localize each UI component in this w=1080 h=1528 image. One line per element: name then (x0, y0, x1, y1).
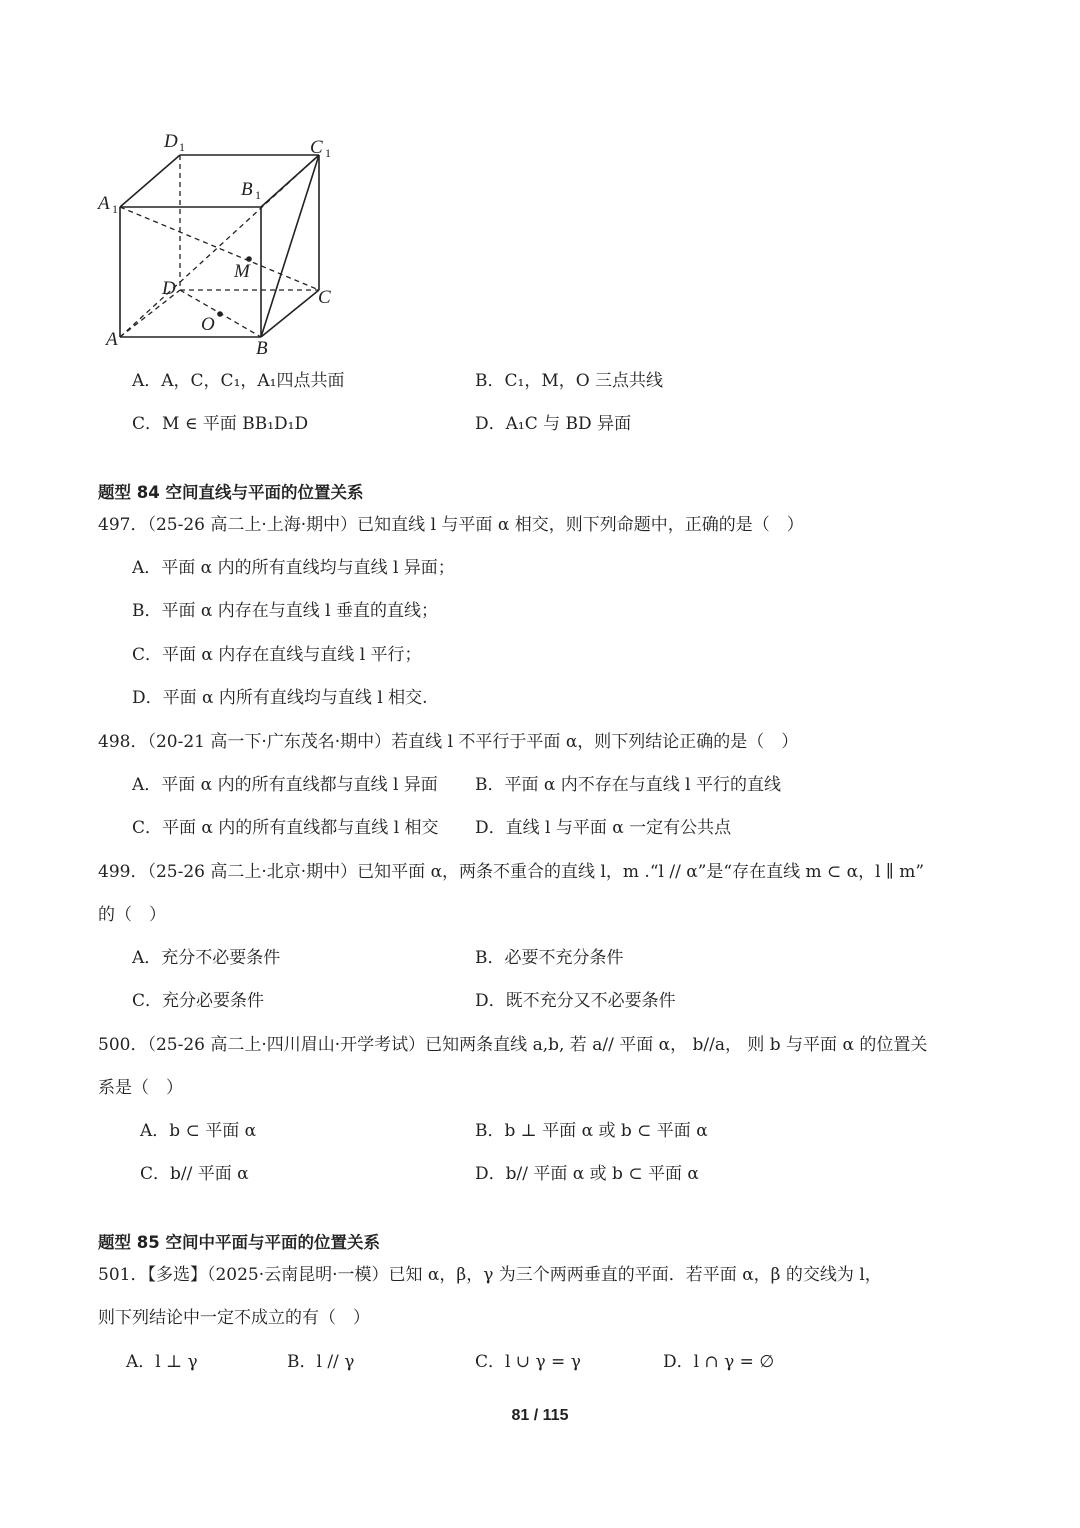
q501-stem: 501．【多选】（2025·云南昆明·一模）已知 α，β，γ 为三个两两垂直的平面．若平面 α，β 的交线为 l， (98, 1265, 882, 1285)
label-b1-sub: 1 (255, 188, 261, 202)
q500-stem-cont: 系是（ ） (98, 1078, 183, 1098)
label-a1: A (98, 193, 110, 214)
q499-stem-cont: 的（ ） (98, 905, 166, 925)
hidden-a-c1 (120, 155, 319, 337)
prev-option-a: A．A，C，C₁，A₁四点共面 (132, 371, 345, 391)
label-c: C (318, 287, 331, 308)
q499-option-a: A．充分不必要条件 (132, 948, 281, 968)
q497-option-a: A．平面 α 内的所有直线均与直线 l 异面； (132, 558, 455, 578)
label-d1: D (164, 131, 178, 152)
label-d1-sub: 1 (179, 140, 185, 154)
q501-option-a: A．l ⊥ γ (126, 1352, 198, 1372)
prev-option-d: D．A₁C 与 BD 异面 (475, 414, 632, 434)
label-o: O (201, 314, 215, 335)
q500-option-c: C．b// 平面 α (140, 1164, 249, 1184)
prev-option-c: C．M ∈ 平面 BB₁D₁D (132, 414, 309, 434)
q500-option-a: A．b ⊂ 平面 α (140, 1121, 257, 1141)
q501-option-c: C．l ∪ γ = γ (475, 1352, 581, 1372)
page-number: 81 / 115 (511, 1407, 569, 1424)
q500-stem: 500．（25-26 高二上·四川眉山·开学考试）已知两条直线 a,b, 若 a// 平面 α， b//a， 则 b 与平面 α 的位置关 (98, 1035, 928, 1055)
q497-stem: 497．（25-26 高二上·上海·期中）已知直线 l 与平面 α 相交，则下列命题中，正确的是（ ） (98, 515, 804, 535)
q498-option-b: B．平面 α 内不存在与直线 l 平行的直线 (475, 775, 782, 795)
section-84-title: 题型 84 空间直线与平面的位置关系 (98, 483, 364, 502)
cube-figure (90, 125, 350, 360)
label-b: B (256, 338, 268, 359)
label-b1: B (241, 179, 253, 200)
label-m: M (234, 261, 250, 282)
q499-option-d: D．既不充分又不必要条件 (475, 991, 676, 1011)
q500-option-d: D．b// 平面 α 或 b ⊂ 平面 α (475, 1164, 699, 1184)
point-o (217, 311, 223, 317)
q497-option-d: D．平面 α 内所有直线均与直线 l 相交. (132, 688, 428, 708)
q499-option-b: B．必要不充分条件 (475, 948, 624, 968)
q499-stem: 499．（25-26 高二上·北京·期中）已知平面 α，两条不重合的直线 l，m .“l // α”是“存在直线 m ⊂ α，l ∥ m” (98, 862, 925, 882)
q497-option-b: B．平面 α 内存在与直线 l 垂直的直线； (132, 601, 439, 621)
edge-a1-d1 (120, 155, 180, 207)
q499-option-c: C．充分必要条件 (132, 991, 265, 1011)
section-85-title: 题型 85 空间中平面与平面的位置关系 (98, 1233, 380, 1252)
prev-option-b: B．C₁，M，O 三点共线 (475, 371, 664, 391)
q501-option-d: D．l ∩ γ = ∅ (663, 1352, 775, 1372)
edge-b-c (261, 290, 319, 337)
q500-option-b: B．b ⊥ 平面 α 或 b ⊂ 平面 α (475, 1121, 708, 1141)
label-a: A (106, 329, 118, 350)
q498-option-c: C．平面 α 内的所有直线都与直线 l 相交 (132, 818, 439, 838)
label-a1-sub: 1 (112, 202, 118, 216)
label-c1-sub: 1 (325, 146, 331, 160)
q501-stem-cont: 则下列结论中一定不成立的有（ ） (98, 1308, 370, 1328)
q498-option-a: A．平面 α 内的所有直线都与直线 l 异面 (132, 775, 438, 795)
label-d: D (162, 278, 176, 299)
q501-option-b: B．l // γ (287, 1352, 355, 1372)
label-c1: C (310, 137, 323, 158)
q498-option-d: D．直线 l 与平面 α 一定有公共点 (475, 818, 732, 838)
q498-stem: 498．（20-21 高一下·广东茂名·期中）若直线 l 不平行于平面 α，则下列结论正确的是（ ） (98, 732, 799, 752)
q497-option-c: C．平面 α 内存在直线与直线 l 平行； (132, 645, 422, 665)
